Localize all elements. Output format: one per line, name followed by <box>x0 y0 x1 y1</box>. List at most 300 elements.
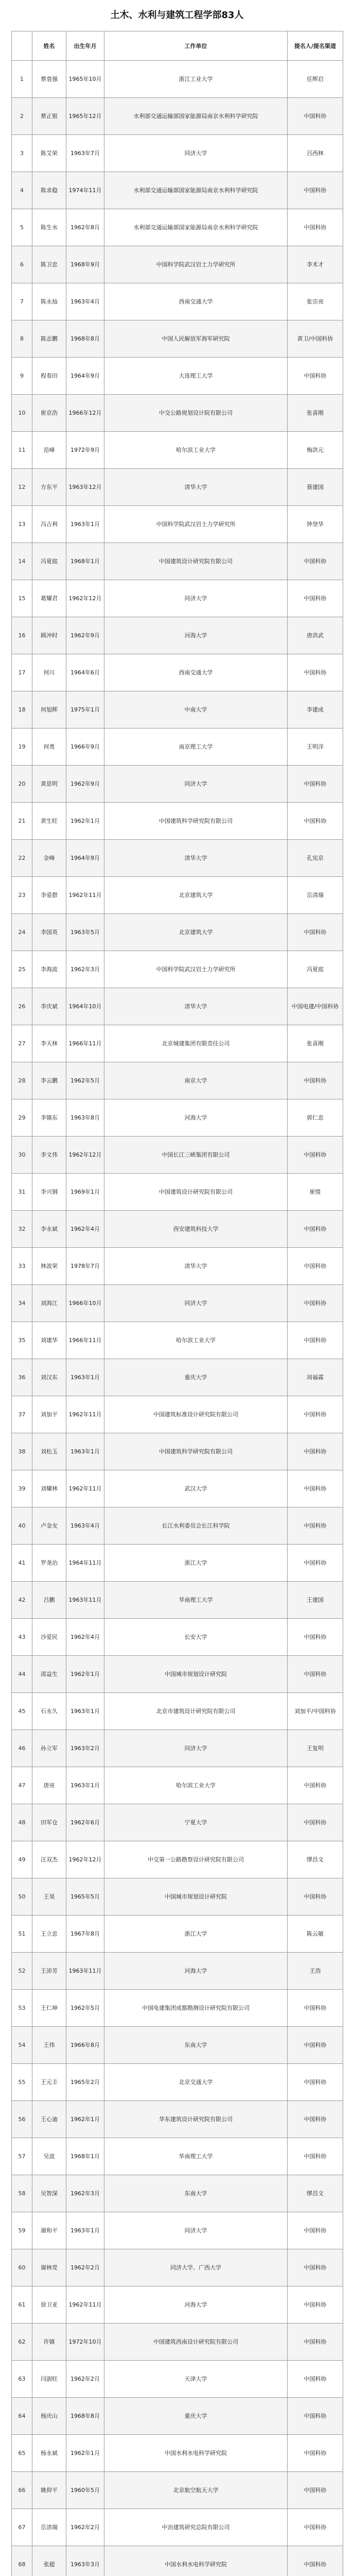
cell-index: 42 <box>12 1582 32 1619</box>
cell-nominator: 崔愷 <box>288 1174 343 1211</box>
cell-birth: 1962年11月 <box>66 877 104 914</box>
cell-nominator: 中国科协 <box>288 1990 343 2027</box>
cell-nominator: 中国科协 <box>288 2509 343 2546</box>
page-title: 土木、水利与建筑工程学部83人 <box>110 10 244 21</box>
cell-birth: 1965年12月 <box>66 98 104 135</box>
cell-index: 36 <box>12 1359 32 1396</box>
cell-index: 44 <box>12 1656 32 1693</box>
candidates-table <box>11 31 343 2576</box>
cell-nominator: 刘加平/中国科协 <box>288 1693 343 1730</box>
cell-birth: 1964年9月 <box>66 840 104 877</box>
cell-birth: 1963年1月 <box>66 1359 104 1396</box>
table-row <box>12 1433 343 1470</box>
cell-index: 18 <box>12 691 32 728</box>
cell-nominator: 中国科协 <box>288 803 343 840</box>
cell-birth: 1972年9月 <box>66 432 104 469</box>
cell-organization: 水利部交通运输部国家能源局南京水利科学研究院 <box>104 172 288 209</box>
cell-nominator: 中国科协 <box>288 1619 343 1656</box>
cell-nominator: 中国科协 <box>288 580 343 617</box>
cell-index: 15 <box>12 580 32 617</box>
cell-index: 39 <box>12 1470 32 1507</box>
cell-nominator: 冯夏庭 <box>288 951 343 988</box>
table-row <box>12 1730 343 1767</box>
cell-birth: 1964年11月 <box>66 1545 104 1582</box>
cell-organization: 中国科学院武汉岩土力学研究所 <box>104 951 288 988</box>
cell-index: 62 <box>12 2324 32 2361</box>
cell-nominator: 中国科协 <box>288 1211 343 1248</box>
cell-organization: 东南大学 <box>104 2175 288 2212</box>
cell-index: 64 <box>12 2398 32 2435</box>
cell-organization: 清华大学 <box>104 1248 288 1285</box>
cell-birth: 1962年8月 <box>66 209 104 246</box>
cell-index: 21 <box>12 803 32 840</box>
cell-organization: 重庆大学 <box>104 2398 288 2435</box>
cell-organization: 同济大学、广西大学 <box>104 2249 288 2286</box>
cell-birth: 1963年11月 <box>66 1953 104 1990</box>
cell-birth: 1962年1月 <box>66 2435 104 2472</box>
header-index <box>12 31 32 61</box>
table-row <box>12 2138 343 2175</box>
cell-nominator: 中国科协 <box>288 209 343 246</box>
table-row <box>12 1507 343 1545</box>
table-row <box>12 1990 343 2027</box>
cell-index: 38 <box>12 1433 32 1470</box>
cell-index: 48 <box>12 1804 32 1841</box>
cell-name: 刘加平 <box>32 1396 66 1433</box>
cell-name: 陈志鹏 <box>32 320 66 358</box>
cell-index: 20 <box>12 766 32 803</box>
cell-name: 葛耀君 <box>32 580 66 617</box>
cell-name: 罗尧治 <box>32 1545 66 1582</box>
cell-organization: 武汉大学 <box>104 1470 288 1507</box>
cell-name: 黄思明 <box>32 766 66 803</box>
cell-birth: 1966年11月 <box>66 1322 104 1359</box>
cell-nominator: 张宗亮 <box>288 283 343 320</box>
cell-nominator: 王浩 <box>288 1953 343 1990</box>
cell-name: 陈永灿 <box>32 283 66 320</box>
header-birth: 出生年月 <box>66 31 104 61</box>
cell-name: 何川 <box>32 654 66 691</box>
cell-nominator: 梅洪元 <box>288 432 343 469</box>
table-row <box>12 1470 343 1507</box>
cell-name: 岳清瑞 <box>32 2509 66 2546</box>
cell-name: 唐亮 <box>32 1767 66 1804</box>
cell-name: 许镇 <box>32 2324 66 2361</box>
cell-birth: 1963年4月 <box>66 1507 104 1545</box>
table-row <box>12 209 343 246</box>
cell-name: 陈艾荣 <box>32 135 66 172</box>
cell-name: 陈生水 <box>32 209 66 246</box>
cell-name: 范峰 <box>32 432 66 469</box>
cell-birth: 1965年10月 <box>66 61 104 98</box>
table-row <box>12 1656 343 1693</box>
cell-name: 王立忠 <box>32 1916 66 1953</box>
cell-nominator: 中国科协 <box>288 2324 343 2361</box>
cell-name: 闫澍旺 <box>32 2361 66 2398</box>
cell-birth: 1966年11月 <box>66 1025 104 1062</box>
cell-birth: 1962年1月 <box>66 1656 104 1693</box>
cell-organization: 长安大学 <box>104 1619 288 1656</box>
cell-name: 徐卫亚 <box>32 2286 66 2324</box>
cell-nominator: 黄卫/中国科协 <box>288 320 343 358</box>
cell-name: 冯吉利 <box>32 506 66 543</box>
cell-index: 1 <box>12 61 32 98</box>
cell-organization: 北京建筑大学 <box>104 914 288 951</box>
cell-name: 李兴钢 <box>32 1174 66 1211</box>
table-row <box>12 2175 343 2212</box>
cell-nominator: 中国科协 <box>288 2212 343 2249</box>
cell-birth: 1962年2月 <box>66 2509 104 2546</box>
cell-birth: 1968年8月 <box>66 320 104 358</box>
cell-birth: 1978年7月 <box>66 1248 104 1285</box>
table-row <box>12 1916 343 1953</box>
cell-nominator: 中国科协 <box>288 358 343 395</box>
cell-name: 孙立军 <box>32 1730 66 1767</box>
cell-organization: 哈尔滨工业大学 <box>104 1322 288 1359</box>
table-row <box>12 1099 343 1137</box>
cell-birth: 1962年1月 <box>66 2101 104 2138</box>
cell-name: 崔京浩 <box>32 395 66 432</box>
cell-nominator: 张喜刚 <box>288 395 343 432</box>
cell-index: 40 <box>12 1507 32 1545</box>
cell-nominator: 中国科协 <box>288 1656 343 1693</box>
cell-index: 66 <box>12 2472 32 2509</box>
cell-name: 程春田 <box>32 358 66 395</box>
cell-index: 22 <box>12 840 32 877</box>
cell-birth: 1963年11月 <box>66 1582 104 1619</box>
cell-name: 李永斌 <box>32 1211 66 1248</box>
cell-index: 60 <box>12 2249 32 2286</box>
table-row <box>12 2064 343 2101</box>
cell-nominator: 周福霖 <box>288 1359 343 1396</box>
cell-index: 14 <box>12 543 32 580</box>
cell-nominator: 中国科协 <box>288 2249 343 2286</box>
cell-name: 石永久 <box>32 1693 66 1730</box>
cell-nominator: 中国科协 <box>288 1396 343 1433</box>
cell-nominator: 唐洪武 <box>288 617 343 654</box>
cell-birth: 1964年9月 <box>66 358 104 395</box>
cell-organization: 清华大学 <box>104 469 288 506</box>
cell-birth: 1962年5月 <box>66 1990 104 2027</box>
cell-index: 55 <box>12 2064 32 2101</box>
cell-birth: 1962年9月 <box>66 617 104 654</box>
cell-organization: 中国城市规划设计研究院 <box>104 1656 288 1693</box>
cell-nominator: 中国科协 <box>288 1433 343 1470</box>
cell-organization: 中国科学院武汉岩土力学研究所 <box>104 246 288 283</box>
cell-organization: 清华大学 <box>104 840 288 877</box>
cell-birth: 1963年4月 <box>66 283 104 320</box>
cell-name: 王沛芳 <box>32 1953 66 1990</box>
cell-nominator: 任辉启 <box>288 61 343 98</box>
cell-nominator: 张喜刚 <box>288 1025 343 1062</box>
table-row <box>12 1841 343 1878</box>
cell-birth: 1968年8月 <box>66 2398 104 2435</box>
table-row <box>12 320 343 358</box>
cell-index: 51 <box>12 1916 32 1953</box>
cell-index: 19 <box>12 728 32 766</box>
cell-organization: 中国电建集团成都勘测设计研究院有限公司 <box>104 1990 288 2027</box>
cell-index: 27 <box>12 1025 32 1062</box>
cell-organization: 河海大学 <box>104 617 288 654</box>
cell-nominator: 中国科协 <box>288 2101 343 2138</box>
table-row <box>12 61 343 98</box>
cell-index: 30 <box>12 1137 32 1174</box>
cell-index: 29 <box>12 1099 32 1137</box>
table-row <box>12 1062 343 1099</box>
cell-nominator: 缪昌文 <box>288 1841 343 1878</box>
cell-index: 3 <box>12 135 32 172</box>
cell-organization: 浙江大学 <box>104 1545 288 1582</box>
table-row <box>12 877 343 914</box>
cell-organization: 浙江大学 <box>104 1916 288 1953</box>
cell-index: 16 <box>12 617 32 654</box>
cell-organization: 同济大学 <box>104 1285 288 1322</box>
header-name: 姓名 <box>32 31 66 61</box>
cell-birth: 1966年8月 <box>66 2027 104 2064</box>
cell-birth: 1962年12月 <box>66 1137 104 1174</box>
cell-birth: 1962年1月 <box>66 803 104 840</box>
cell-index: 13 <box>12 506 32 543</box>
cell-name: 顾冲时 <box>32 617 66 654</box>
cell-nominator: 中国科协 <box>288 914 343 951</box>
cell-name: 王心迪 <box>32 2101 66 2138</box>
cell-name: 汪双杰 <box>32 1841 66 1878</box>
table-row <box>12 2398 343 2435</box>
cell-organization: 哈尔滨工业大学 <box>104 1767 288 1804</box>
cell-organization: 浙江工业大学 <box>104 61 288 98</box>
cell-name: 李天林 <box>32 1025 66 1062</box>
cell-organization: 中交公路规划设计院有限公司 <box>104 395 288 432</box>
cell-organization: 水利部交通运输部国家能源局南京水利科学研究院 <box>104 209 288 246</box>
table-row <box>12 691 343 728</box>
cell-nominator: 中国科协 <box>288 2064 343 2101</box>
cell-birth: 1962年2月 <box>66 2249 104 2286</box>
cell-name: 刘松玉 <box>32 1433 66 1470</box>
cell-index: 34 <box>12 1285 32 1322</box>
cell-name: 李国英 <box>32 914 66 951</box>
table-row <box>12 135 343 172</box>
cell-birth: 1962年2月 <box>66 2361 104 2398</box>
cell-nominator: 中国科协 <box>288 654 343 691</box>
cell-birth: 1960年5月 <box>66 2472 104 2509</box>
cell-index: 8 <box>12 320 32 358</box>
table-row <box>12 506 343 543</box>
cell-nominator: 王复明 <box>288 1730 343 1767</box>
cell-nominator: 缪昌文 <box>288 2175 343 2212</box>
cell-organization: 华东建筑设计研究院有限公司 <box>104 2101 288 2138</box>
cell-birth: 1962年12月 <box>66 580 104 617</box>
table-row <box>12 358 343 395</box>
cell-birth: 1963年2月 <box>66 1730 104 1767</box>
table-row <box>12 1248 343 1285</box>
cell-organization: 河海大学 <box>104 1099 288 1137</box>
cell-index: 31 <box>12 1174 32 1211</box>
cell-organization: 中国建筑西南设计研究院有限公司 <box>104 2324 288 2361</box>
cell-name: 方东平 <box>32 469 66 506</box>
cell-birth: 1963年1月 <box>66 1693 104 1730</box>
cell-nominator: 岳清瑞 <box>288 877 343 914</box>
table-row <box>12 2286 343 2324</box>
cell-nominator: 孔宪京 <box>288 840 343 877</box>
cell-birth: 1962年6月 <box>66 1804 104 1841</box>
table-row <box>12 2249 343 2286</box>
cell-nominator: 钟登华 <box>288 506 343 543</box>
cell-nominator: 中国科协 <box>288 766 343 803</box>
cell-nominator: 王明洋 <box>288 728 343 766</box>
cell-name: 王仁坤 <box>32 1990 66 2027</box>
table-row <box>12 1285 343 1322</box>
cell-organization: 西南交通大学 <box>104 654 288 691</box>
cell-organization: 北京建筑大学 <box>104 877 288 914</box>
cell-organization: 北京城建集团有限责任公司 <box>104 1025 288 1062</box>
cell-organization: 中国人民解放军海军研究院 <box>104 320 288 358</box>
cell-birth: 1962年11月 <box>66 1396 104 1433</box>
cell-organization: 同济大学 <box>104 766 288 803</box>
cell-nominator: 中国科协 <box>288 2286 343 2324</box>
table-row <box>12 1767 343 1804</box>
cell-name: 李云鹏 <box>32 1062 66 1099</box>
cell-name: 王昊 <box>32 1878 66 1916</box>
table-row <box>12 617 343 654</box>
table-row <box>12 1396 343 1433</box>
cell-organization: 中交第一公路勘察设计研究院有限公司 <box>104 1841 288 1878</box>
cell-index: 57 <box>12 2138 32 2175</box>
cell-name: 李庆斌 <box>32 988 66 1025</box>
cell-index: 4 <box>12 172 32 209</box>
cell-name: 蔡正银 <box>32 98 66 135</box>
cell-index: 67 <box>12 2509 32 2546</box>
table-row <box>12 1619 343 1656</box>
cell-organization: 天津大学 <box>104 2361 288 2398</box>
cell-nominator: 中国科协 <box>288 1062 343 1099</box>
cell-organization: 同济大学 <box>104 135 288 172</box>
cell-nominator: 中国科协 <box>288 1322 343 1359</box>
table-row <box>12 432 343 469</box>
table-row <box>12 1693 343 1730</box>
cell-index: 54 <box>12 2027 32 2064</box>
cell-nominator: 中国科协 <box>288 1248 343 1285</box>
cell-name: 林波荣 <box>32 1248 66 1285</box>
cell-nominator: 中国科协 <box>288 1804 343 1841</box>
cell-birth: 1966年12月 <box>66 395 104 432</box>
cell-name: 卢金友 <box>32 1507 66 1545</box>
header-nominator: 提名人/提名渠道 <box>288 31 343 61</box>
cell-birth: 1963年1月 <box>66 1767 104 1804</box>
table-row <box>12 728 343 766</box>
cell-birth: 1972年10月 <box>66 2324 104 2361</box>
cell-birth: 1968年9月 <box>66 246 104 283</box>
cell-birth: 1962年3月 <box>66 951 104 988</box>
cell-name: 王伟 <box>32 2027 66 2064</box>
cell-index: 37 <box>12 1396 32 1433</box>
table-row <box>12 543 343 580</box>
cell-organization: 南京大学 <box>104 1062 288 1099</box>
cell-index: 56 <box>12 2101 32 2138</box>
cell-organization: 西南交通大学 <box>104 283 288 320</box>
table-row <box>12 654 343 691</box>
cell-birth: 1963年1月 <box>66 1433 104 1470</box>
table-row <box>12 2546 343 2576</box>
cell-organization: 长江水利委员会长江科学院 <box>104 1507 288 1545</box>
cell-birth: 1968年1月 <box>66 2138 104 2175</box>
cell-index: 28 <box>12 1062 32 1099</box>
cell-organization: 清华大学 <box>104 988 288 1025</box>
cell-organization: 中国建筑标准设计研究院有限公司 <box>104 1396 288 1433</box>
cell-index: 26 <box>12 988 32 1025</box>
cell-organization: 东南大学 <box>104 2027 288 2064</box>
table-row <box>12 1211 343 1248</box>
cell-organization: 中国长江三峡集团有限公司 <box>104 1137 288 1174</box>
table-row <box>12 98 343 135</box>
cell-name: 刘建华 <box>32 1322 66 1359</box>
cell-nominator: 聂建国 <box>288 469 343 506</box>
cell-index: 52 <box>12 1953 32 1990</box>
cell-organization: 宁夏大学 <box>104 1804 288 1841</box>
cell-organization: 北京交通大学 <box>104 2064 288 2101</box>
cell-index: 17 <box>12 654 32 691</box>
cell-birth: 1966年9月 <box>66 728 104 766</box>
cell-birth: 1965年2月 <box>66 2064 104 2101</box>
cell-index: 9 <box>12 358 32 395</box>
cell-index: 43 <box>12 1619 32 1656</box>
cell-organization: 北京航空航天大学 <box>104 2472 288 2509</box>
cell-birth: 1963年3月 <box>66 2546 104 2576</box>
table-row <box>12 1804 343 1841</box>
cell-organization: 北京市建筑设计研究院有限公司 <box>104 1693 288 1730</box>
cell-name: 吴智深 <box>32 2175 66 2212</box>
cell-birth: 1963年5月 <box>66 914 104 951</box>
cell-nominator: 中国电建/中国科协 <box>288 988 343 1025</box>
cell-name: 王元丰 <box>32 2064 66 2101</box>
cell-index: 61 <box>12 2286 32 2324</box>
cell-nominator: 中国科协 <box>288 2472 343 2509</box>
cell-birth: 1962年11月 <box>66 2286 104 2324</box>
table-row <box>12 2324 343 2361</box>
cell-name: 田军仓 <box>32 1804 66 1841</box>
table-header-row <box>12 31 343 61</box>
cell-index: 2 <box>12 98 32 135</box>
cell-organization: 河海大学 <box>104 2286 288 2324</box>
table-row <box>12 988 343 1025</box>
table-row <box>12 1582 343 1619</box>
cell-birth: 1969年1月 <box>66 1174 104 1211</box>
cell-name: 陈卫忠 <box>32 246 66 283</box>
cell-name: 金峰 <box>32 840 66 877</box>
cell-nominator: 中国科协 <box>288 2138 343 2175</box>
cell-organization: 西安建筑科技大学 <box>104 1211 288 1248</box>
table-row <box>12 2472 343 2509</box>
table-row <box>12 469 343 506</box>
table-row <box>12 1322 343 1359</box>
cell-name: 冯夏庭 <box>32 543 66 580</box>
cell-organization: 中国建筑科学研究院有限公司 <box>104 1433 288 1470</box>
table-row <box>12 1025 343 1062</box>
cell-name: 谢和平 <box>32 2212 66 2249</box>
cell-name: 姚仰平 <box>32 2472 66 2509</box>
cell-birth: 1966年10月 <box>66 1285 104 1322</box>
table-row <box>12 951 343 988</box>
cell-index: 50 <box>12 1878 32 1916</box>
cell-organization: 中国建筑设计研究院有限公司 <box>104 1174 288 1211</box>
table-row <box>12 580 343 617</box>
cell-organization: 南京理工大学 <box>104 728 288 766</box>
header-organization: 工作单位 <box>104 31 288 61</box>
cell-organization: 同济大学 <box>104 580 288 617</box>
cell-birth: 1965年5月 <box>66 1878 104 1916</box>
cell-index: 12 <box>12 469 32 506</box>
cell-name: 蔡袁强 <box>32 61 66 98</box>
cell-birth: 1962年4月 <box>66 1619 104 1656</box>
